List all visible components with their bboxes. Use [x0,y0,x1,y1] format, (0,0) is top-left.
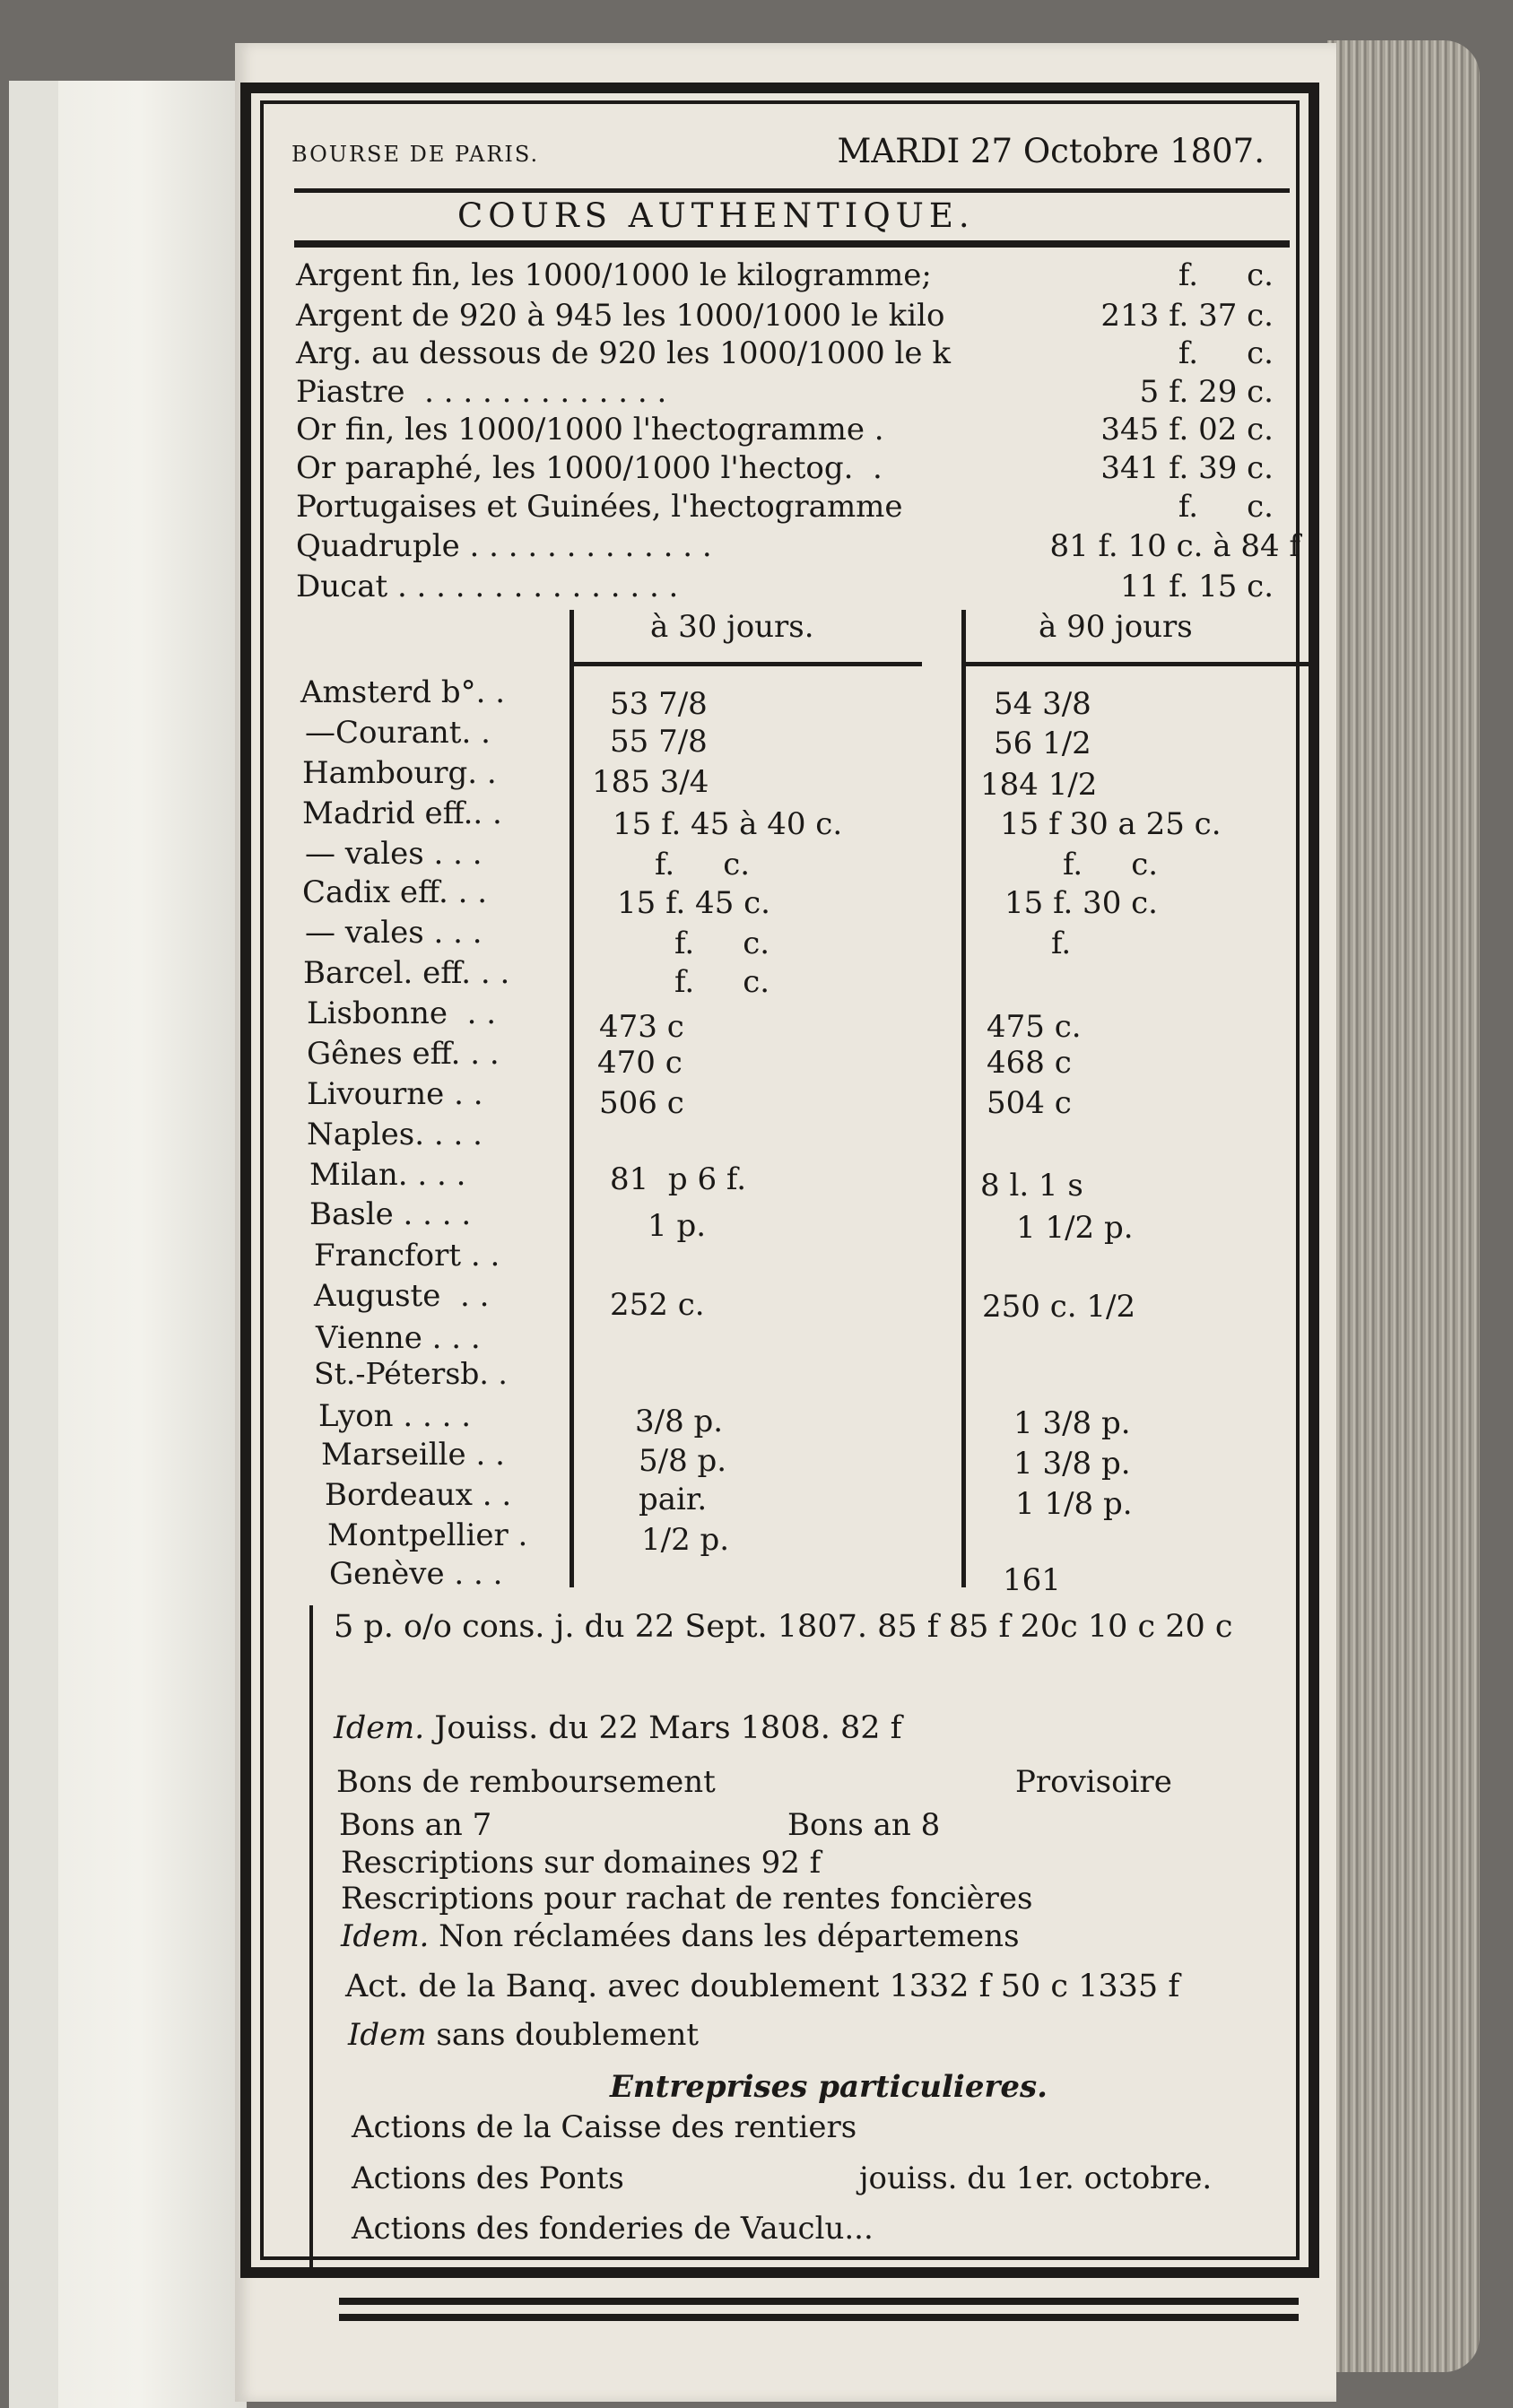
place-name: Barcel. eff. . . [303,955,510,991]
fund-line-right: Provisoire [1015,1764,1172,1800]
rate-90-days: 8 l. 1 s [980,1168,1083,1204]
rate-90-days: 468 c [987,1045,1072,1081]
place-name: Marseille . . [321,1437,505,1473]
book-page-edges [1327,40,1480,2372]
header-rule [294,188,1290,193]
column-header-90-days: à 90 jours [1039,609,1193,645]
rate-30-days: 53 7/8 [610,686,708,722]
place-name: Milan. . . . [309,1157,466,1193]
place-name: Genève . . . [329,1556,503,1592]
rate-30-days: 15 f. 45 à 40 c. [613,806,843,842]
metal-price: 345 f. 02 c. [1100,412,1274,448]
rate-30-days: 473 c [599,1009,684,1045]
rate-30-days: pair. [639,1482,708,1517]
fund-line: Act. de la Banq. avec doublement 1332 f 50 c 1335 f [345,1969,1180,2004]
metal-label: Portugaises et Guinées, l'hectogramme [296,489,903,525]
place-name: Amsterd b°. . [300,674,506,710]
bottom-rule-2 [339,2314,1299,2321]
fund-line-right: jouiss. du 1er. octobre. [859,2160,1213,2196]
place-name: — vales . . . [305,915,483,951]
fund-line: Rescriptions sur domaines 92 f [341,1845,822,1881]
rate-30-days: 470 c [597,1045,683,1081]
place-name: Montpellier . [327,1517,528,1553]
place-name: — vales . . . [305,836,483,872]
rate-90-days: f. c. [1063,847,1159,882]
metal-label: Ducat . . . . . . . . . . . . . . . [296,569,679,604]
fund-text: sans doublement [426,2017,700,2053]
exchange-name: BOURSE DE PARIS. [291,142,540,167]
page-title: COURS AUTHENTIQUE. [457,196,975,235]
metal-price: 213 f. 37 c. [1100,298,1274,334]
rate-30-days: f. c. [674,964,770,1000]
column-header-30-days: à 30 jours. [650,609,814,645]
rate-90-days: f. [1051,926,1072,961]
place-name: Livourne . . [307,1076,483,1112]
fund-line [341,1918,1020,1954]
rate-90-days: 1 3/8 p. [1013,1446,1131,1482]
fund-text: Jouiss. du 22 Mars 1808. 82 f [424,1710,902,1746]
metal-price: 11 f. 15 c. [1120,569,1274,604]
col1-header-rule [572,662,922,666]
rate-90-days: 1 3/8 p. [1013,1405,1131,1441]
metal-price: 341 f. 39 c. [1100,450,1274,486]
rate-30-days: 1 p. [648,1208,707,1244]
bottom-rule-1 [339,2298,1299,2305]
place-name: Lisbonne . . [307,995,497,1031]
metal-price: f. c. [1178,489,1274,525]
place-name: Madrid eff.. . [302,795,502,831]
rate-90-days: 15 f. 30 c. [1004,885,1158,921]
metal-label: Argent fin, les 1000/1000 le kilogramme; [296,257,932,293]
rate-30-days: f. c. [674,926,770,961]
rate-30-days: 1/2 p. [641,1522,730,1558]
lower-left-rule [309,1605,313,2269]
rate-30-days: 185 3/4 [592,764,709,800]
rate-90-days: 184 1/2 [980,767,1098,803]
fund-text: Non réclamées dans les départemens [429,1918,1020,1954]
metal-label: Or paraphé, les 1000/1000 l'hectog. . [296,450,883,486]
place-name: Basle . . . . [309,1196,472,1232]
place-name: —Courant. . [305,715,491,751]
column-divider-2 [961,610,966,1587]
place-name: Lyon . . . . [318,1398,472,1434]
place-name: Gênes eff. . . [307,1036,500,1072]
place-name: Auguste . . [314,1278,490,1314]
place-name: Francfort . . [314,1238,500,1274]
metal-label: Quadruple . . . . . . . . . . . . . [296,528,712,564]
place-name: St.-Pétersb. . [314,1356,508,1391]
metal-label: Argent de 920 à 945 les 1000/1000 le kilo [296,298,945,334]
fund-line: Bons de remboursement [336,1764,716,1800]
publication-date: MARDI 27 Octobre 1807. [837,132,1265,170]
idem-label: Idem. [334,1710,425,1746]
rate-30-days: f. c. [655,847,751,882]
metal-label: Piastre . . . . . . . . . . . . . [296,374,667,410]
rate-30-days: 5/8 p. [639,1443,727,1479]
rate-90-days: 161 [1003,1562,1061,1598]
place-name: Vienne . . . [316,1320,481,1356]
rate-30-days: 3/8 p. [635,1404,724,1439]
facing-page-edge [9,81,58,2408]
fund-line: Bons an 7 [339,1807,492,1843]
title-rule [294,240,1290,248]
idem-label: Idem. [341,1918,430,1954]
rate-90-days: 1 1/8 p. [1015,1486,1133,1522]
place-name: Cadix eff. . . [302,874,488,910]
rate-30-days: 506 c [599,1085,684,1121]
rate-30-days: 55 7/8 [610,724,708,760]
fund-line: Actions de la Caisse des rentiers [352,2109,857,2145]
place-name: Bordeaux . . [325,1477,512,1513]
metal-price: f. c. [1178,335,1274,371]
fund-line: Rescriptions pour rachat de rentes foncières [341,1881,1033,1917]
rate-90-days: 475 c. [987,1009,1082,1045]
fund-line-right: Bons an 8 [787,1807,941,1843]
rate-90-days: 15 f 30 a 25 c. [1000,806,1222,842]
col2-header-rule [964,662,1314,666]
metal-label: Or fin, les 1000/1000 l'hectogramme . [296,412,884,448]
rate-30-days: 252 c. [610,1287,705,1323]
rate-90-days: 250 c. 1/2 [982,1289,1136,1325]
rate-30-days: 81 p 6 f. [610,1161,747,1197]
place-name: Naples. . . . [307,1117,483,1152]
fund-line: Actions des Ponts [352,2160,624,2196]
metal-price: 81 f. 10 c. à 84 f [1049,528,1300,564]
fund-line: Actions des fonderies de Vauclu... [352,2211,874,2247]
metal-price: f. c. [1178,257,1274,293]
fund-line [348,2017,700,2053]
rate-90-days: 54 3/8 [994,686,1091,722]
column-divider-1 [570,610,574,1587]
fund-line [334,1710,902,1746]
metal-label: Arg. au dessous de 920 les 1000/1000 le k [296,335,951,371]
metal-price: 5 f. 29 c. [1139,374,1274,410]
place-name: Hambourg. . [302,755,497,791]
fund-line: 5 p. o/o cons. j. du 22 Sept. 1807. 85 f 85 f 20c 10 c 20 c [334,1609,1233,1645]
idem-label: Idem [348,2017,427,2053]
rate-30-days: 15 f. 45 c. [617,885,770,921]
section-heading: Entreprises particulieres. [610,2069,1048,2105]
rate-90-days: 1 1/2 p. [1016,1210,1134,1246]
rate-90-days: 56 1/2 [994,726,1091,761]
rate-90-days: 504 c [987,1085,1072,1121]
